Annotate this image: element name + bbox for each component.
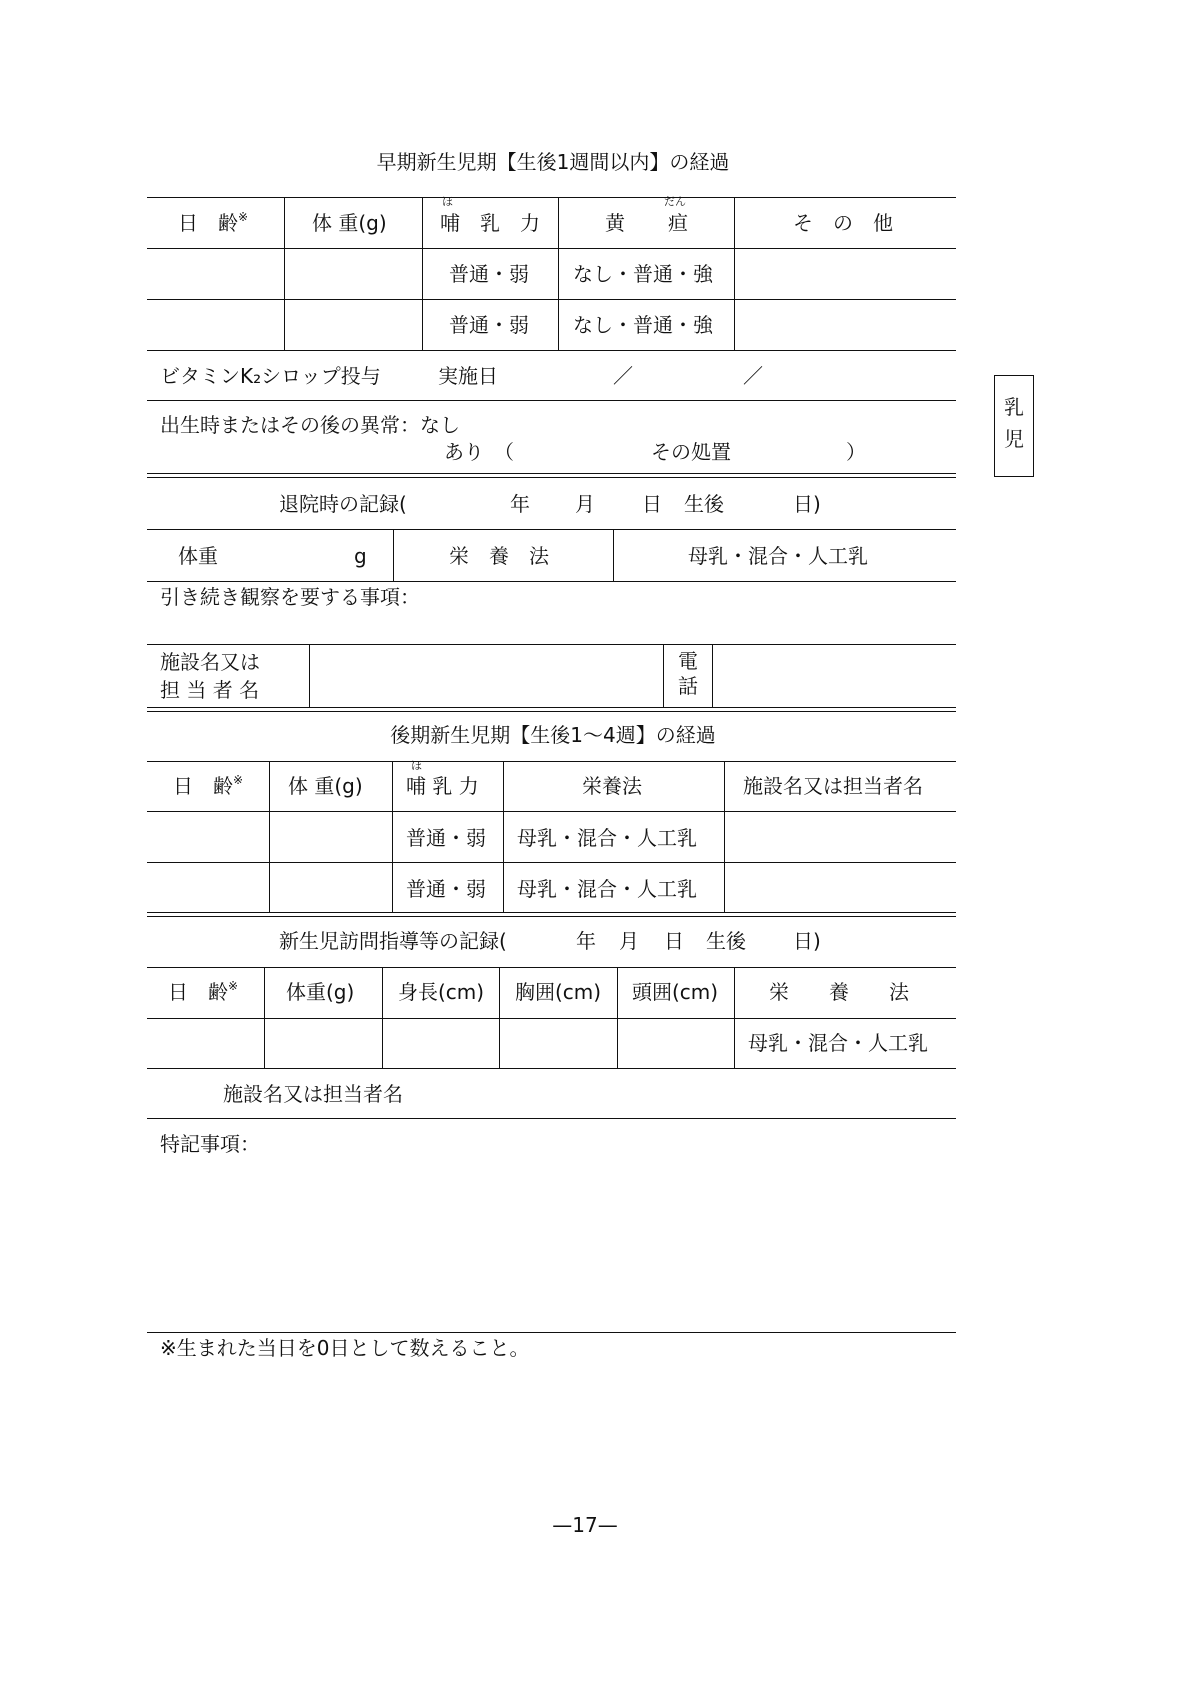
abnormality-yes: あり （: [444, 440, 514, 464]
rule: [147, 197, 956, 198]
phone-label: 話: [678, 674, 698, 698]
feeding-options: 普通・弱: [449, 262, 529, 286]
col-divider: [392, 761, 393, 912]
nutrition-options: 母乳・混合・人工乳: [748, 1031, 928, 1055]
day-close-label: 日): [793, 929, 821, 953]
facility-label: 施設名又は: [160, 650, 260, 674]
col-divider: [499, 967, 500, 1068]
col-divider: [712, 644, 713, 708]
visit-facility-label: 施設名又は担当者名: [223, 1082, 403, 1106]
rule: [147, 644, 956, 645]
discharge-nutrition-label: 栄 養 法: [449, 544, 549, 568]
col-divider: [617, 967, 618, 1068]
jaundice-options: なし・普通・強: [573, 313, 713, 337]
year-label: 年: [576, 929, 596, 953]
header-feeding: 哺 乳 力: [440, 211, 540, 235]
abnormality-label: 出生時またはその後の異常：なし: [160, 413, 460, 437]
side-tab-text: 乳: [1004, 395, 1024, 419]
header-age: 日 齢※: [168, 979, 239, 1004]
header-facility: 施設名又は担当者名: [743, 774, 923, 798]
weight-unit: g: [354, 544, 367, 568]
rule: [147, 299, 956, 300]
month-label: 月: [575, 492, 595, 516]
day-label: 日: [664, 929, 684, 953]
phone-label: 電: [678, 649, 698, 673]
rule: [147, 1118, 956, 1119]
header-jaundice-2: 疸: [668, 211, 688, 235]
rule: [147, 1068, 956, 1069]
rule: [147, 529, 956, 530]
header-feeding: 哺 乳 力: [406, 774, 479, 798]
header-height: 身長(cm): [398, 980, 485, 1004]
staff-label: 担 当 者 名: [160, 678, 260, 702]
rule: [147, 581, 956, 582]
date-slash: ／: [743, 364, 763, 388]
discharge-weight-label: 体重: [178, 544, 218, 568]
early-neonatal-title: 早期新生児期【生後1週間以内】の経過: [376, 150, 730, 174]
col-divider: [663, 644, 664, 708]
jaundice-options: なし・普通・強: [573, 262, 713, 286]
nutrition-options: 母乳・混合・人工乳: [517, 826, 697, 850]
late-neonatal-title: 後期新生児期【生後1～4週】の経過: [390, 723, 716, 747]
ruby-dan: だん: [664, 195, 686, 208]
visit-record-label: 新生児訪問指導等の記録(: [279, 929, 507, 953]
day-close-label: 日): [793, 492, 821, 516]
feeding-options: 普通・弱: [406, 877, 486, 901]
feeding-options: 普通・弱: [449, 313, 529, 337]
rule: [147, 711, 956, 712]
header-age: 日 齢※: [173, 773, 244, 798]
col-divider: [382, 967, 383, 1068]
col-divider: [613, 529, 614, 581]
special-notes-label: 特記事項：: [160, 1132, 260, 1156]
header-head: 頭囲(cm): [632, 980, 719, 1004]
page-number: —17—: [552, 1513, 618, 1537]
rule: [147, 967, 956, 968]
date-slash: ／: [613, 364, 633, 388]
ruby-ho: ほ: [442, 195, 453, 208]
col-divider: [284, 197, 285, 350]
discharge-nutrition-options: 母乳・混合・人工乳: [688, 544, 868, 568]
rule: [147, 1018, 956, 1019]
ruby-ho: ほ: [411, 759, 422, 772]
rule: [147, 916, 956, 917]
rule: [147, 400, 956, 401]
col-divider: [393, 529, 394, 581]
side-tab-infant: [994, 375, 1034, 477]
col-divider: [734, 197, 735, 350]
abnormality-close: ）: [846, 440, 866, 464]
rule: [147, 473, 956, 474]
day-label: 日: [642, 492, 662, 516]
col-divider: [269, 761, 270, 912]
col-divider: [422, 197, 423, 350]
col-divider: [264, 967, 265, 1068]
rule: [147, 707, 956, 708]
header-other: そ の 他: [793, 211, 893, 235]
header-chest: 胸囲(cm): [515, 980, 602, 1004]
vitamin-k2-label: ビタミンK₂シロップ投与: [160, 364, 381, 388]
vitamin-date-label: 実施日: [438, 364, 498, 388]
rule: [147, 248, 956, 249]
nutrition-options: 母乳・混合・人工乳: [517, 877, 697, 901]
header-age: 日 齢※: [178, 210, 249, 235]
abnormality-treatment: その処置: [651, 440, 731, 464]
col-divider: [503, 761, 504, 912]
footnote: ※生まれた当日を0日として数えること。: [160, 1336, 530, 1360]
col-divider: [724, 761, 725, 912]
rule: [147, 1332, 956, 1333]
header-nutrition: 栄養法: [582, 774, 642, 798]
rule: [147, 912, 956, 913]
after-birth-label: 生後: [684, 492, 724, 516]
rule: [147, 350, 956, 351]
side-tab-text: 児: [1004, 427, 1024, 451]
month-label: 月: [619, 929, 639, 953]
header-weight: 体 重(g): [312, 211, 387, 235]
col-divider: [309, 644, 310, 708]
col-divider: [734, 967, 735, 1068]
feeding-options: 普通・弱: [406, 826, 486, 850]
header-weight: 体 重(g): [288, 774, 363, 798]
header-weight: 体重(g): [286, 980, 355, 1004]
after-birth-label: 生後: [706, 929, 746, 953]
discharge-record-label: 退院時の記録(: [279, 492, 407, 516]
year-label: 年: [510, 492, 530, 516]
observation-label: 引き続き観察を要する事項：: [160, 585, 420, 609]
header-nutrition: 栄 養 法: [769, 980, 909, 1004]
rule: [147, 477, 956, 478]
header-jaundice-1: 黄: [605, 211, 625, 235]
col-divider: [558, 197, 559, 350]
